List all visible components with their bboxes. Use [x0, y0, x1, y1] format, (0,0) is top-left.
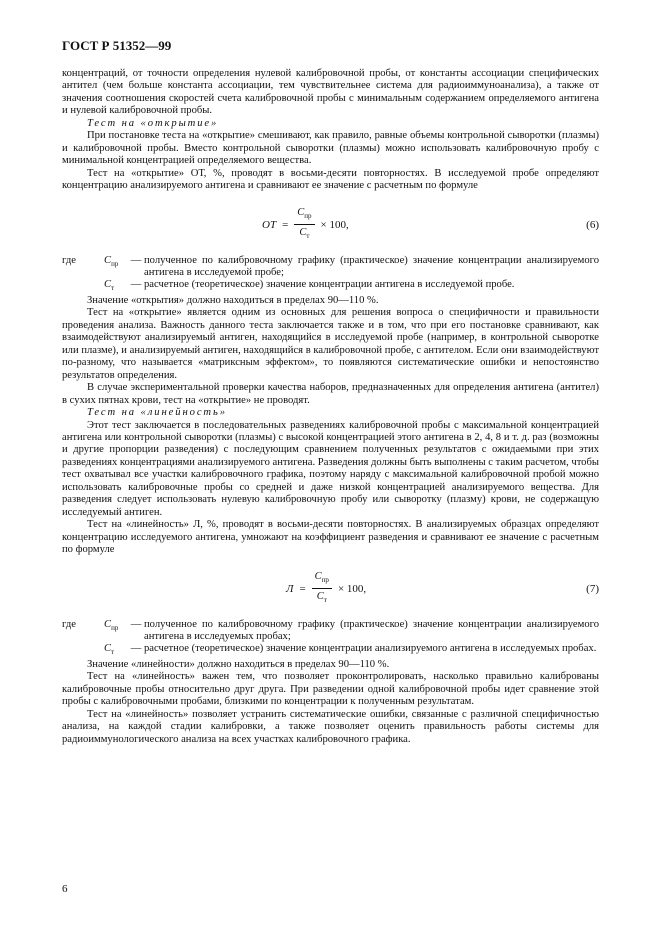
formula-fraction	[294, 206, 314, 243]
definition-symbol: $C_{пр}$	[104, 618, 119, 632]
paragraph: Значение «открытия» должно находиться в пределах 90—110 %.	[87, 295, 379, 306]
definition-symbol: $C_т$	[104, 643, 115, 657]
formula-multiplier: × 100,	[337, 582, 367, 595]
document-header: ГОСТ Р 51352—99	[62, 38, 172, 53]
definition-dash: —	[130, 279, 142, 291]
section-heading-discovery: Тест на «открытие»	[87, 117, 219, 129]
definition-item	[62, 279, 599, 295]
document-page	[62, 38, 599, 746]
denominator-subscript: т	[306, 232, 310, 241]
numerator-subscript: пр	[321, 576, 329, 585]
definition-dash: —	[130, 618, 142, 630]
paragraph: Тест на «линейность» позволяет устранить систематические ошибки, связанные с различной специфичностью анализа, на каждой стадии калибровки, а также позволяет оценить правильность работы системы для радиоиммунологического анализа на всех участках калибровочного графика.	[62, 708, 599, 745]
paragraph: Значение «линейности» должно находиться в пределах 90—110 %.	[87, 658, 390, 670]
definition-text: расчетное (теоретическое) значение концентрации антигена в исследуемой пробе.	[144, 279, 515, 291]
definition-item	[62, 619, 599, 644]
paragraph: При постановке теста на «открытие» смешивают, как правило, равные объемы контрольной сыворотки (плазмы) и калибровочной пробы. Вместо контрольной сыворотки (плазмы) можно использовать калибровочную пробу с минимальной концентрацией определяемого вещества.	[62, 130, 599, 167]
fraction-numerator: C	[314, 570, 322, 582]
formula-eq: =	[282, 218, 289, 231]
definition-lead	[62, 279, 104, 295]
definition-text: полученное по калибровочному графику (практическое) значение концентрации анализируемого антигена в исследуемых пробах;	[144, 618, 599, 642]
formula-eq: =	[299, 582, 306, 595]
formula-number: (7)	[586, 582, 599, 595]
paragraph: Этот тест заключается в последовательных разведениях калибровочной пробы с максимальной концентрацией антигена или контрольной сыворотки (плазмы) с высокой концентрацией этого антигена в 2, 4, 8 и т. д. раз (возможны и другие пропорции разведения) с последующим сравнением полученных результатов с ожидаемыми при этих разведениях концентрациями анализируемого антигена. Разведения должны быть выполнены с таким расчетом, чтобы тест охватывал все участки калибровочного графика, поэтому наряду с максимальной калибровочной пробой можно использовать калибровочные пробы со средней и даже низкой концентрацией анализируемого вещества. Для разведения следует использовать нулевую калибровочную пробу или сыворотку (плазму) крови, не содержащую исследуемый антиген.	[62, 419, 599, 518]
definition-item	[62, 255, 599, 280]
paragraph: Тест на «линейность» важен тем, что позволяет проконтролировать, насколько правильно калиброваны калибровочные пробы относительно друг друга. При разведении одной калибровочной пробы идет сравнение этой пробы с калибровочными пробами, близкими по концентрации к полученным результатам.	[62, 671, 599, 708]
definition-symbol: $C_{пр}$	[104, 254, 119, 268]
formula-lhs: ОТ	[262, 218, 277, 231]
formula-multiplier: × 100,	[320, 218, 349, 231]
formula-7	[62, 569, 599, 609]
paragraph: Тест на «открытие» является одним из основных для решения вопроса о специфичности и правильности проведения анализа. Важность данного теста заключается также и в том, что при его постановке сравнивают, как взаимодействуют анализируемый антиген, находящийся в исследуемой пробе (например, в контрольной сыворотке или плазме), и анализируемый антиген, находящийся в калибровочной пробе, с антителом. Если они взаимодействуют по-разному, что называется «матриксным эффектом», то появляются систематические ошибки и непостоянство результатов определения.	[62, 307, 599, 381]
fraction-denominator: C	[316, 591, 324, 603]
paragraph: Тест на «линейность» Л, %, проводят в восьми-десяти повторностях. В анализируемых образцах определяют концентрацию исследуемого антигена, умножают на коэффициент разведения и сравнивают ее значение с расчетным по формуле	[62, 519, 599, 556]
page-number: 6	[62, 883, 68, 895]
definition-lead: где	[62, 618, 76, 630]
definition-lead	[62, 643, 104, 659]
definition-symbol: $C_т$	[104, 279, 115, 293]
formula-fraction	[312, 570, 332, 607]
definition-dash: —	[130, 254, 142, 266]
paragraph: Тест на «открытие» ОТ, %, проводят в восьми-десяти повторностях. В исследуемой пробе определяют концентрацию анализируемого антигена и сравнивают ее значение с расчетным по формуле	[62, 167, 599, 192]
formula-number: (6)	[586, 218, 599, 231]
fraction-denominator: C	[299, 227, 307, 239]
definition-lead: где	[62, 254, 76, 266]
formula-6	[62, 205, 599, 245]
denominator-subscript: т	[323, 596, 327, 605]
numerator-subscript: пр	[304, 212, 312, 221]
section-heading-linearity: Тест на «линейность»	[87, 407, 227, 419]
definition-item	[62, 643, 599, 659]
definition-text: полученное по калибровочному графику (практическое) значение концентрации анализируемого антигена в исследуемой пробе;	[144, 254, 599, 278]
paragraph: В случае экспериментальной проверки качества наборов, предназначенных для определения антигена (антител) в сухих пятнах крови, тест на «открытие» не проводят.	[62, 382, 599, 406]
definition-dash: —	[130, 643, 142, 655]
fraction-numerator: C	[297, 206, 305, 218]
definition-text: расчетное (теоретическое) значение концентрации анализируемого антигена в исследуемых пробах.	[144, 643, 597, 655]
formula-lhs: Л	[286, 582, 294, 595]
paragraph: концентраций, от точности определения нулевой калибровочной пробы, от константы ассоциации специфических антител (чем больше константа ассоциации, тем чувствительнее система для радиоиммуноанализа), а также от значения соотношения скоростей счета калибровочной пробы с минимальным содержанием определяемого антигена и нулевой калибровочной пробы.	[62, 68, 599, 117]
